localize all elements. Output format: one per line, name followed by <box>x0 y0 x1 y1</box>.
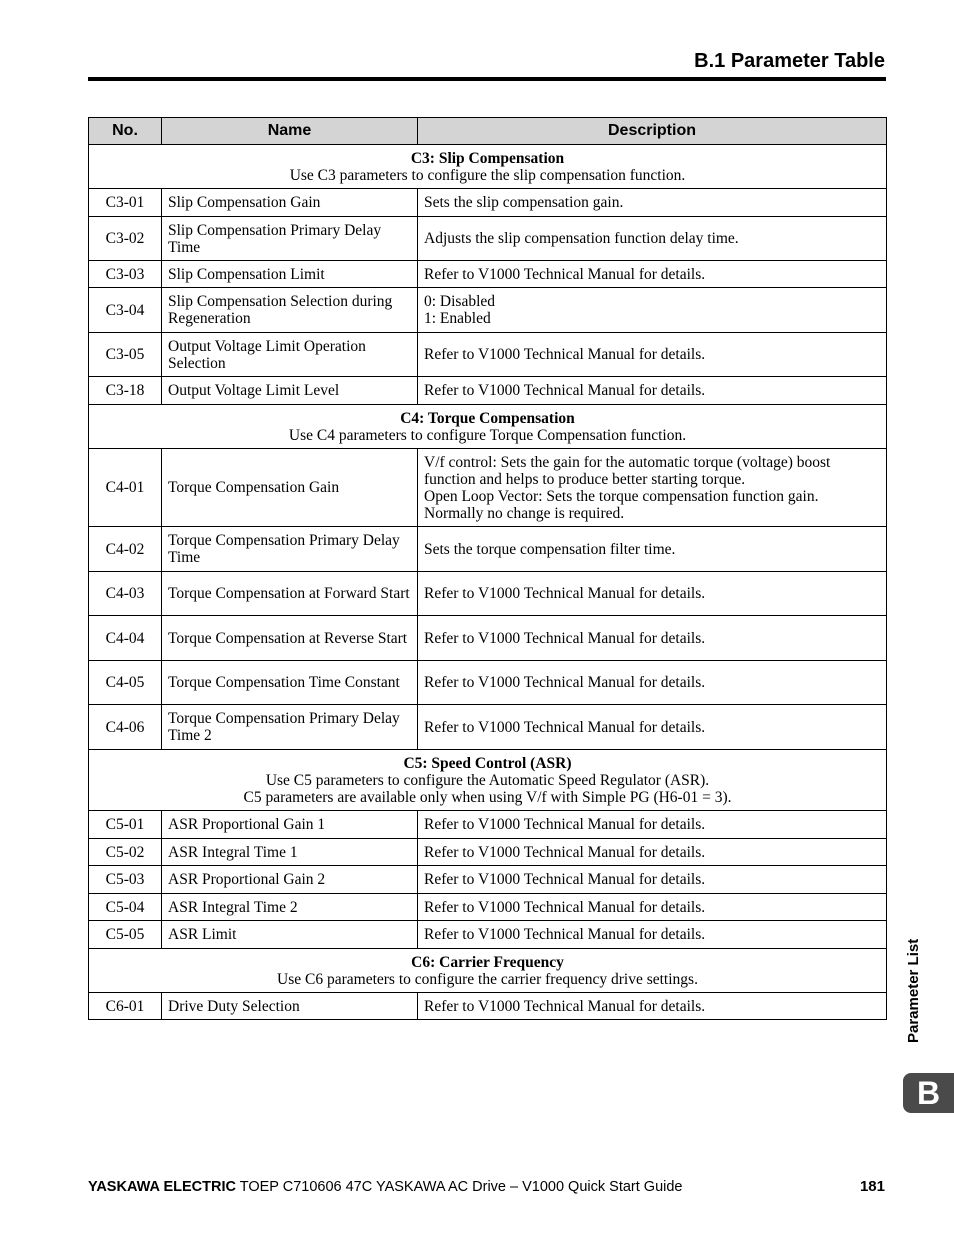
param-number: C3-04 <box>89 288 162 333</box>
param-description: Refer to V1000 Technical Manual for details. <box>418 261 887 288</box>
param-name: Torque Compensation Gain <box>162 449 418 527</box>
param-number: C4-06 <box>89 705 162 750</box>
param-description: Refer to V1000 Technical Manual for details. <box>418 811 887 839</box>
table-row <box>89 217 887 261</box>
table-row <box>89 993 887 1020</box>
param-description: Refer to V1000 Technical Manual for details. <box>418 839 887 866</box>
param-description: V/f control: Sets the gain for the automatic torque (voltage) boost function and helps to produce better starting torque. Open Loop Vector: Sets the torque compensation function gain. Normally no change is required. <box>418 449 887 527</box>
param-number: C3-05 <box>89 333 162 377</box>
table-row <box>89 894 887 921</box>
param-description: Refer to V1000 Technical Manual for details. <box>418 921 887 949</box>
parameter-table <box>88 117 887 1020</box>
table-row <box>89 288 887 333</box>
param-number: C4-01 <box>89 449 162 527</box>
group-description: Use C6 parameters to configure the carrier frequency drive settings. <box>277 970 698 988</box>
group-title: C5: Speed Control (ASR) <box>403 754 572 772</box>
table-row <box>89 661 887 705</box>
group-header-row <box>89 750 887 811</box>
page-title: B.1 Parameter Table <box>694 50 885 72</box>
param-description: Refer to V1000 Technical Manual for details. <box>418 894 887 921</box>
param-name: ASR Integral Time 2 <box>162 894 418 921</box>
footer-brand: YASKAWA ELECTRIC <box>88 1179 236 1195</box>
table-row <box>89 333 887 377</box>
group-header-row <box>89 405 887 449</box>
param-description: Adjusts the slip compensation function delay time. <box>418 217 887 261</box>
table-row <box>89 866 887 894</box>
param-number: C5-05 <box>89 921 162 949</box>
section-tab-label: Parameter List <box>905 938 922 1043</box>
table-header-row <box>89 118 887 145</box>
group-description: Use C5 parameters to configure the Automatic Speed Regulator (ASR). C5 parameters are available only when using V/f with Simple PG (H6-01 = 3). <box>243 771 732 806</box>
param-name: ASR Proportional Gain 2 <box>162 866 418 894</box>
section-tab-letter: B <box>903 1073 954 1113</box>
param-name: ASR Limit <box>162 921 418 949</box>
table-row <box>89 616 887 661</box>
param-number: C4-02 <box>89 527 162 572</box>
param-number: C4-04 <box>89 616 162 661</box>
group-header-c5 <box>89 750 887 811</box>
group-description: Use C4 parameters to configure Torque Compensation function. <box>288 426 687 444</box>
param-description: Refer to V1000 Technical Manual for details. <box>418 616 887 661</box>
group-header-row <box>89 949 887 993</box>
param-description: Refer to V1000 Technical Manual for details. <box>418 705 887 750</box>
table-row <box>89 705 887 750</box>
table-row <box>89 527 887 572</box>
param-name: Torque Compensation at Forward Start <box>162 572 418 616</box>
page-number: 181 <box>859 1178 885 1195</box>
param-number: C5-03 <box>89 866 162 894</box>
table-row <box>89 921 887 949</box>
param-name: Slip Compensation Selection during Regeneration <box>162 288 418 333</box>
table-row <box>89 261 887 288</box>
param-number: C3-03 <box>89 261 162 288</box>
footer-document-title: TOEP C710606 47C YASKAWA AC Drive – V1000 Quick Start Guide <box>235 1179 683 1195</box>
param-name: Torque Compensation Primary Delay Time 2 <box>162 705 418 750</box>
param-number: C5-04 <box>89 894 162 921</box>
param-number: C4-05 <box>89 661 162 705</box>
column-header-description: Description <box>418 118 887 145</box>
param-description: Refer to V1000 Technical Manual for details. <box>418 866 887 894</box>
group-title: C6: Carrier Frequency <box>411 953 564 971</box>
table-row <box>89 449 887 527</box>
table-row <box>89 839 887 866</box>
param-description: Sets the slip compensation gain. <box>418 189 887 217</box>
param-number: C5-02 <box>89 839 162 866</box>
param-number: C3-18 <box>89 377 162 405</box>
param-description: Refer to V1000 Technical Manual for details. <box>418 993 887 1020</box>
group-title: C4: Torque Compensation <box>400 409 575 427</box>
table-row <box>89 377 887 405</box>
param-name: ASR Integral Time 1 <box>162 839 418 866</box>
group-description: Use C3 parameters to configure the slip compensation function. <box>289 166 686 184</box>
column-header-no: No. <box>89 118 162 145</box>
param-name: Slip Compensation Limit <box>162 261 418 288</box>
param-description: Refer to V1000 Technical Manual for details. <box>418 377 887 405</box>
param-name: Output Voltage Limit Level <box>162 377 418 405</box>
param-name: Torque Compensation at Reverse Start <box>162 616 418 661</box>
group-title: C3: Slip Compensation <box>410 149 565 167</box>
param-name: Torque Compensation Primary Delay Time <box>162 527 418 572</box>
param-name: Torque Compensation Time Constant <box>162 661 418 705</box>
title-rule <box>88 77 886 81</box>
param-description: Refer to V1000 Technical Manual for details. <box>418 333 887 377</box>
param-number: C3-02 <box>89 217 162 261</box>
param-name: Drive Duty Selection <box>162 993 418 1020</box>
column-header-name: Name <box>162 118 418 145</box>
param-name: Slip Compensation Gain <box>162 189 418 217</box>
group-header-c4 <box>89 405 887 449</box>
param-number: C5-01 <box>89 811 162 839</box>
param-name: Slip Compensation Primary Delay Time <box>162 217 418 261</box>
param-description: 0: Disabled 1: Enabled <box>418 288 887 333</box>
footer-document-info <box>88 1179 683 1195</box>
table-row <box>89 811 887 839</box>
param-description: Refer to V1000 Technical Manual for details. <box>418 572 887 616</box>
group-header-c6 <box>89 949 887 993</box>
param-description: Sets the torque compensation filter time. <box>418 527 887 572</box>
param-number: C4-03 <box>89 572 162 616</box>
table-row <box>89 572 887 616</box>
group-header-row <box>89 145 887 189</box>
group-header-c3 <box>89 145 887 189</box>
param-name: ASR Proportional Gain 1 <box>162 811 418 839</box>
param-name: Output Voltage Limit Operation Selection <box>162 333 418 377</box>
param-description: Refer to V1000 Technical Manual for details. <box>418 661 887 705</box>
table-row <box>89 189 887 217</box>
param-number: C6-01 <box>89 993 162 1020</box>
param-number: C3-01 <box>89 189 162 217</box>
